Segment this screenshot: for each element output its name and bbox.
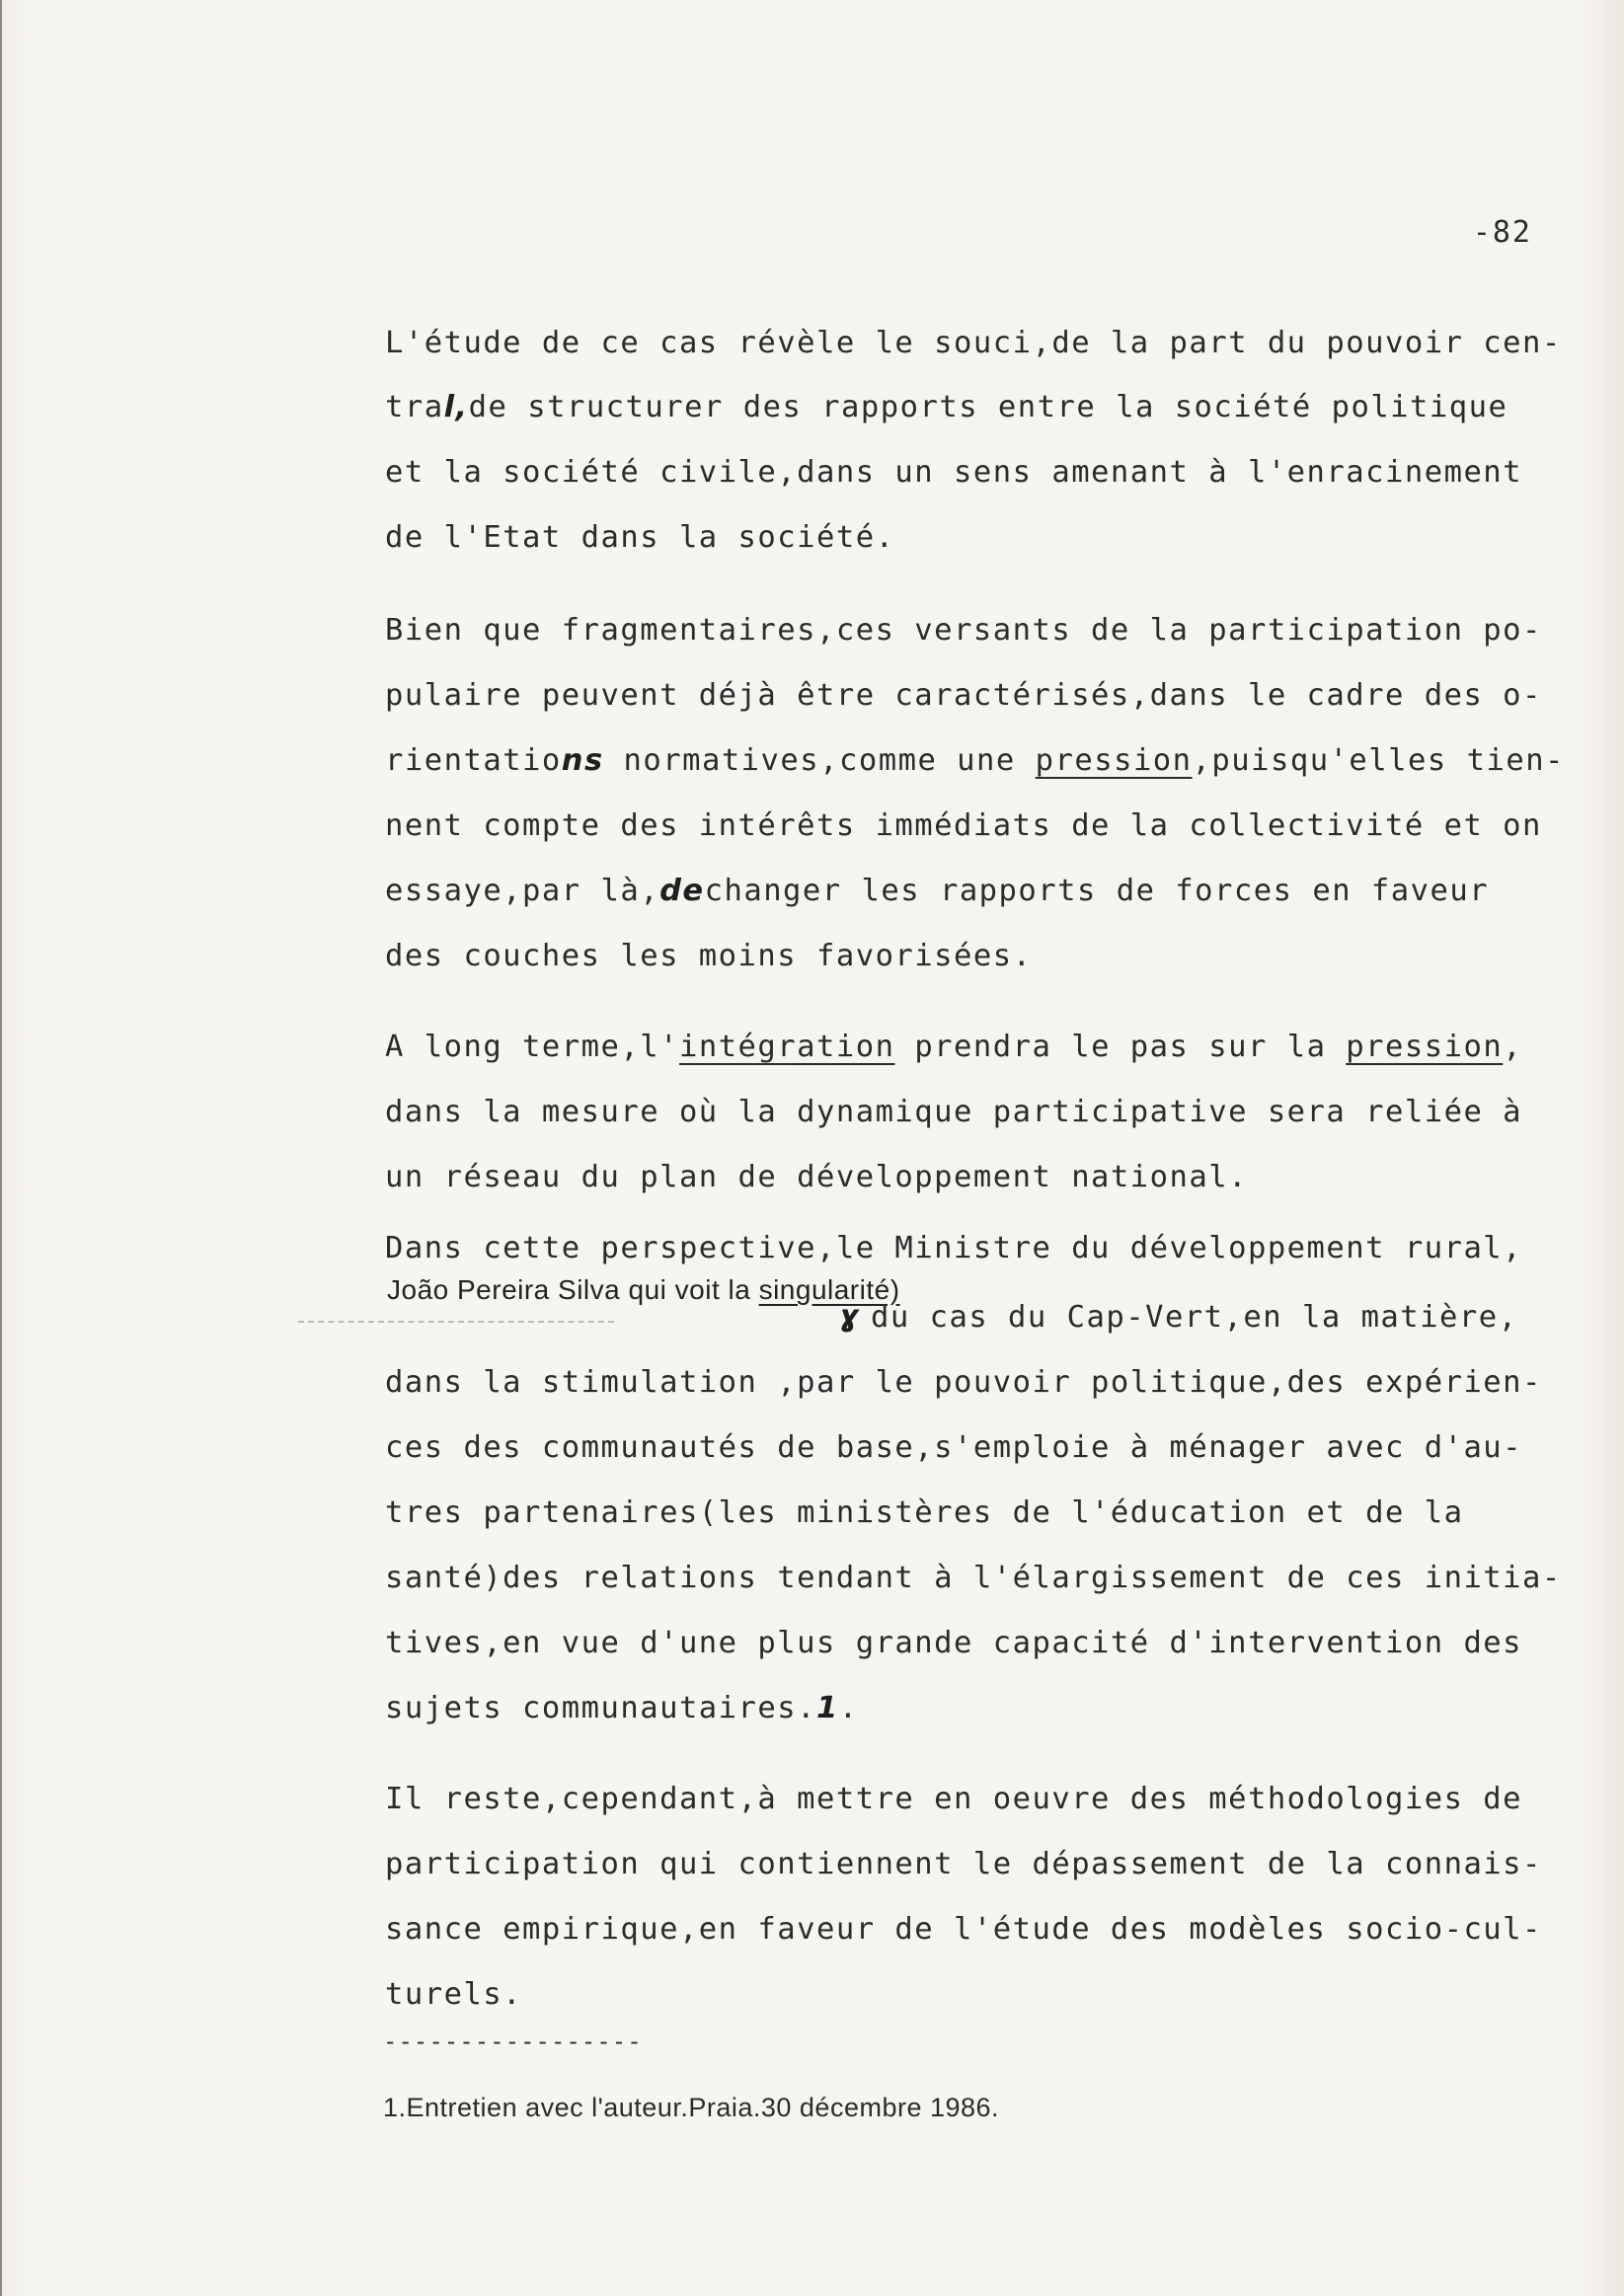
insert-underlined: singularité) xyxy=(758,1274,900,1305)
p4-line3: tres partenaires(les ministères de l'éducation et de la xyxy=(385,1495,1464,1530)
p4-line-after-insert: du cas du Cap-Vert,en la matière, xyxy=(871,1300,1518,1335)
p5-line1: Il reste,cependant,à mettre en oeuvre des méthodologies de xyxy=(385,1782,1523,1816)
erased-typing-trace xyxy=(298,1321,614,1333)
p3-line4: Dans cette perspective,le Ministre du développement rural, xyxy=(385,1231,1523,1265)
p4-line4: santé)des relations tendant à l'élargissement de ces initia- xyxy=(385,1561,1562,1595)
pasted-insert xyxy=(387,1274,900,1306)
underlined-word: intégration xyxy=(678,1030,895,1064)
insertion-mark: ɣ xyxy=(839,1299,862,1334)
p5-line4: turels. xyxy=(385,1977,523,2012)
footnote-separator: ----------------- xyxy=(383,2028,643,2055)
p1-line1: L'étude de ce cas révèle le souci,de la part du pouvoir cen- xyxy=(385,326,1562,360)
p2-line3-suffix: ,puisqu'elles tien- xyxy=(1192,743,1565,778)
p2-line6: des couches les moins favorisées. xyxy=(385,939,1033,973)
underlined-word: pression xyxy=(1035,743,1193,778)
p2-line3 xyxy=(385,743,1565,778)
handwritten-correction: ns xyxy=(561,743,604,778)
p3-line2: dans la mesure où la dynamique participative sera reliée à xyxy=(385,1095,1523,1129)
p4-line1: dans la stimulation ,par le pouvoir politique,des expérien- xyxy=(385,1365,1542,1400)
p2-line5 xyxy=(385,874,1490,908)
p2-line4: nent compte des intérêts immédiats de la collectivité et on xyxy=(385,808,1542,843)
page-number: -82 xyxy=(1472,215,1532,250)
p2-line3-text: normatives,comme une xyxy=(603,743,1036,778)
p4-line6: sujets communautaires.1. xyxy=(385,1691,859,1725)
p3-line1-prefix: A long terme,l' xyxy=(385,1030,679,1064)
p5-line3: sance empirique,en faveur de l'étude des modèles socio-cul- xyxy=(385,1912,1542,1947)
p2-line5-text: changer les rapports de forces en faveur xyxy=(704,874,1490,908)
p2-line1: Bien que fragmentaires,ces versants de la participation po- xyxy=(385,613,1542,648)
p2-line5-prefix: essaye,par là, xyxy=(385,874,660,908)
underlined-word: pression xyxy=(1346,1030,1504,1064)
p5-line2: participation qui contiennent le dépassement de la connais- xyxy=(385,1847,1542,1881)
p3-line3: un réseau du plan de développement national. xyxy=(385,1160,1248,1194)
p2-line2: pulaire peuvent déjà être caractérisés,dans le cadre des o- xyxy=(385,678,1542,713)
footnote-reference: 1 xyxy=(815,1691,839,1725)
p1-line2 xyxy=(385,390,1508,424)
p1-line4: de l'Etat dans la société. xyxy=(385,520,895,555)
p4-line5: tives,en vue d'une plus grande capacité d'intervention des xyxy=(385,1626,1523,1660)
insert-prefix: João Pereira Silva qui voit la xyxy=(387,1274,759,1305)
footnote: 1.Entretien avec l'auteur.Praia.30 décembre 1986. xyxy=(383,2093,1000,2122)
handwritten-correction: l, xyxy=(443,390,469,424)
p1-line2-prefix: tra xyxy=(385,390,444,424)
p1-line2-text: de structurer des rapports entre la société politique xyxy=(468,390,1508,424)
p2-line3-prefix: rientatio xyxy=(385,743,562,778)
p3-line1-mid: prendra le pas sur la xyxy=(894,1030,1347,1064)
p3-line1 xyxy=(385,1030,1523,1064)
p1-line3: et la société civile,dans un sens amenant à l'enracinement xyxy=(385,455,1523,490)
p4-line6-text: sujets communautaires. xyxy=(385,1691,816,1725)
p4-line2: ces des communautés de base,s'emploie à ménager avec d'au- xyxy=(385,1430,1523,1465)
p3-line1-suffix: , xyxy=(1503,1030,1523,1064)
handwritten-correction: de xyxy=(659,874,705,908)
